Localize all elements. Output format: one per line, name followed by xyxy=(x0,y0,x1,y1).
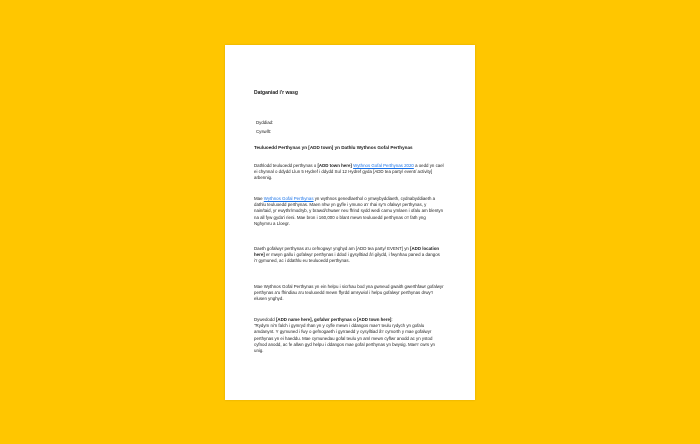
paragraph-2 xyxy=(254,196,444,227)
p3-text-c: er mwyn gallu i gofalwyr perthynas i ddod i gysylltiad â'i gilydd, i fwynhau paned a dangos i'r gymuned, ac i ddathlu eu teuluoedd perthynas. xyxy=(254,252,440,264)
kinship-week-link[interactable]: Wythnos Gofal Perthynas xyxy=(263,196,314,201)
p2-text-a: Mae xyxy=(254,196,264,201)
paragraph-4: Mae Wythnos Gofal Perthynas yn ein helpu i sicrhau bod yna gwneud gwaith gwerthfawr gofalwyr perthynas a'u ffrindiau a'u teuluoedd mewn ffyrdd amrywiol i helpu gofalwyr perthynas drwy'r elusen ynghyd. xyxy=(254,284,444,302)
contact-label: Cyswllt: xyxy=(256,129,272,134)
p5-text-c: : xyxy=(391,317,393,322)
p3-text-a: Daeth gofalwyr perthynas a'u cefnogwyr ynghyd am [ADD tea party/ EVENT] yn xyxy=(254,246,411,251)
document-title: Teuluoedd Perthynas yn [ADD town] yn Dathlu Wythnos Gofal Perthynas xyxy=(254,145,413,150)
document-page xyxy=(225,45,475,400)
p1-text-d: a oedd yn cael ei chynnal o ddydd Llun 5 Hydref i ddydd Sul 12 Hydref gyda [ADD tea party/ event/ activity] arbennig. xyxy=(254,163,444,181)
press-release-heading: Datganiad i'r wasg xyxy=(254,90,298,96)
p5-text-a: Dywedodd xyxy=(254,317,276,322)
p5-quote: "Rydym ni'n falch i gymryd rhan yn y cyfle mewn i ddangos mae'r teulu rydych yn gofalu amdanynt. Y gymuned i fwy o gefnogaeth i gyrraedd y cysylltiad â'r cymorth y mae gofalwyr perthynas yn ei haeddu. Mae cymunedau gofal teulu yn aml mewn cyflwr anodd ac yn ystod cyfnod anodd, ac fe allwn gyd helpu i ddangos mae gofal perthynas yn bwysig. Mae'r cwrs yn unig. xyxy=(254,323,435,354)
paragraph-1 xyxy=(254,163,444,182)
paragraph-3 xyxy=(254,246,444,265)
p2-text-b: yn wythnos genedlaethol o ymwybyddiaeth, cydnabyddiaeth a dathlu teuluoedd perthynas. Maen nhw yn gyfle i ymuno a'r rhai sy'n ofalwyr perthynas, y nain/taid, yr ewythr/modryb, y brawd/chwaer neu ffrind sydd wedi camu ymlaen i ofalu am blentyn na all fyw gyda'i rieni. Mae bron i 160,000 o blant mewn teuluoedd perthynas o'r fath yng Nghymru a Lloegr. xyxy=(254,196,444,226)
p3-location: [ADD location here] xyxy=(254,246,440,258)
p1-text-a: Dathlodd teuluoedd perthynas o xyxy=(254,163,318,168)
p5-carer-name: [ADD name here], gofalwr perthynas o [ADD town here] xyxy=(275,317,392,322)
date-label: Dyddiad: xyxy=(256,120,274,125)
paragraph-5 xyxy=(254,317,444,354)
p1-town: [ADD town here] xyxy=(317,163,352,168)
kinship-care-week-link[interactable]: Wythnos Gofal Perthynas 2020 xyxy=(353,163,414,168)
